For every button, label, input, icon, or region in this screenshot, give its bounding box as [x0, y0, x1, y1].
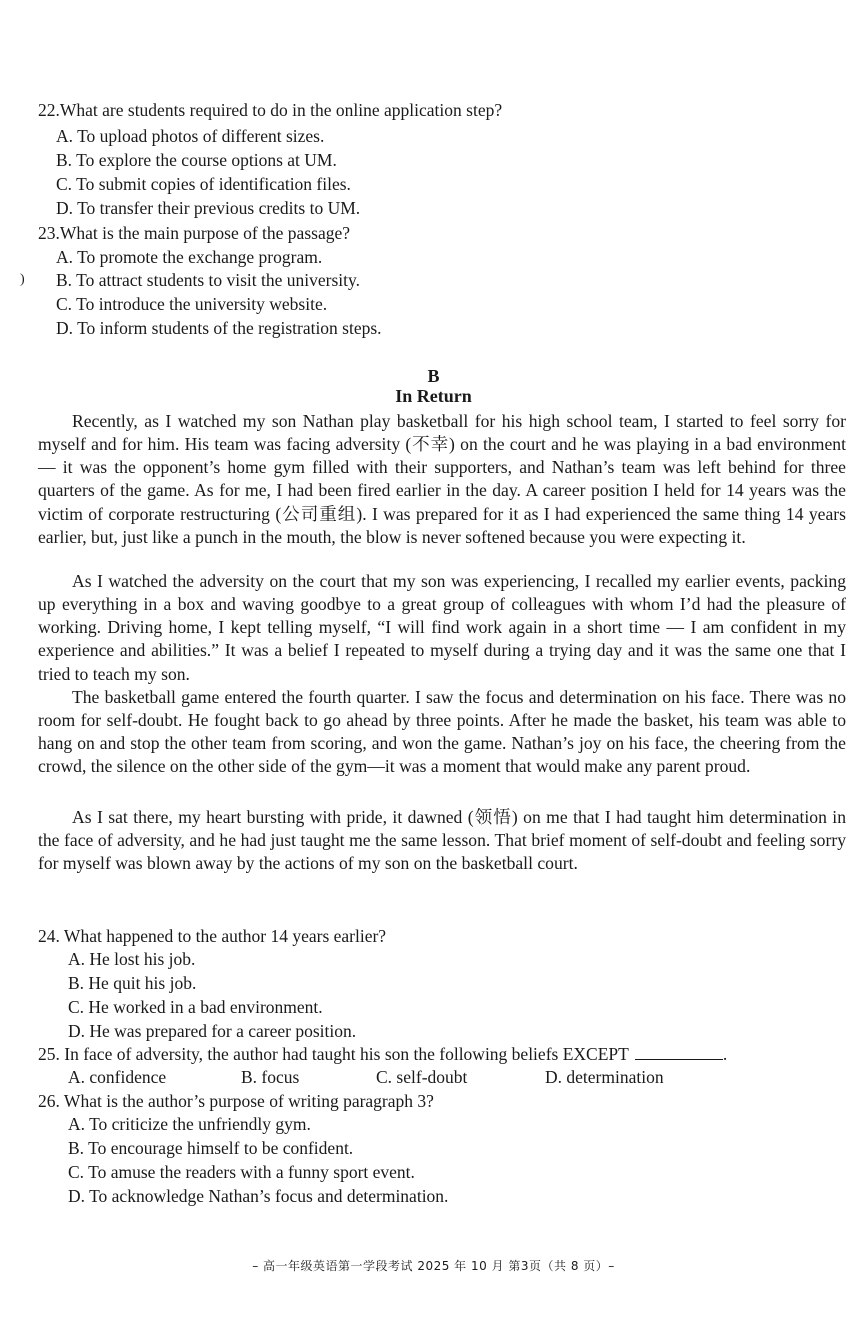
question-23-option-a: A. To promote the exchange program.	[56, 247, 323, 267]
question-26-option-a: A. To criticize the unfriendly gym.	[68, 1114, 311, 1134]
question-22-option-d: D. To transfer their previous credits to UM.	[56, 198, 361, 218]
passage-paragraph-1: Recently, as I watched my son Nathan play basketball for his high school team, I started to feel sorry for myself and for him. His team was facing adversity (不幸) on the court and he was playing in a bad environment — it was the opponent’s home gym filled with their supporters, and Nathan’s team was left behind for three quarters of the game. As for me, I had been fired earlier in the day. A career position I held for 14 years was the victim of corporate restructuring (公司重组). I was prepared for it as I had experienced the same thing 14 years earlier, but, just like a punch in the mouth, the blow is never softened because you were expecting it.	[38, 411, 846, 547]
answer-blank	[635, 1045, 723, 1060]
question-24-option-c: C. He worked in a bad environment.	[68, 997, 323, 1017]
question-23-option-c: C. To introduce the university website.	[56, 294, 328, 314]
question-25-stem	[38, 1043, 727, 1067]
question-22-option-a: A. To upload photos of different sizes.	[56, 126, 325, 146]
question-24-stem: 24. What happened to the author 14 years earlier?	[38, 926, 387, 946]
question-23-stem: 23.What is the main purpose of the passage?	[38, 223, 350, 243]
question-22-option-b: B. To explore the course options at UM.	[56, 150, 337, 170]
margin-mark: )	[20, 272, 25, 287]
question-24-option-a: A. He lost his job.	[68, 949, 196, 969]
passage-title: In Return	[395, 386, 472, 406]
section-letter: B	[427, 366, 440, 386]
question-26-option-b: B. To encourage himself to be confident.	[68, 1138, 354, 1158]
page-footer: – 高一年级英语第一学段考试 2025 年 10 月 第3页（共 8 页）–	[252, 1259, 615, 1273]
question-25-option-c: C. self-doubt	[376, 1067, 468, 1087]
question-22-option-c: C. To submit copies of identification files.	[56, 174, 351, 194]
question-25-option-a: A. confidence	[68, 1067, 167, 1087]
question-26-option-c: C. To amuse the readers with a funny sport event.	[68, 1162, 415, 1182]
question-26-stem: 26. What is the author’s purpose of writing paragraph 3?	[38, 1091, 434, 1111]
question-25-option-b: B. focus	[241, 1067, 300, 1087]
question-25-option-d: D. determination	[545, 1067, 664, 1087]
question-26-option-d: D. To acknowledge Nathan’s focus and determination.	[68, 1186, 449, 1206]
question-23-option-d: D. To inform students of the registration steps.	[56, 318, 382, 338]
question-24-option-d: D. He was prepared for a career position.	[68, 1021, 357, 1041]
passage-paragraph-4: As I sat there, my heart bursting with pride, it dawned (领悟) on me that I had taught him determination in the face of adversity, and he had just taught me the same lesson. That brief moment of self-doubt and feeling sorry for myself was blown away by the actions of my son on the basketball court.	[38, 807, 846, 874]
question-22-stem: 22.What are students required to do in the online application step?	[38, 100, 503, 120]
question-23-option-b: B. To attract students to visit the university.	[56, 270, 361, 290]
question-25-stem-text: 25. In face of adversity, the author had taught his son the following beliefs EXCEPT	[38, 1044, 629, 1064]
question-24-option-b: B. He quit his job.	[68, 973, 197, 993]
passage-paragraph-3: The basketball game entered the fourth quarter. I saw the focus and determination on his face. There was no room for self-doubt. He fought back to go ahead by three points. After he made the basket, his team was able to hang on and stop the other team from scoring, and won the game. Nathan’s joy on his face, the cheering from the crowd, the silence on the other side of the gym—it was a moment that would make any parent proud.	[38, 687, 846, 777]
passage-paragraph-2: As I watched the adversity on the court that my son was experiencing, I recalled my earlier events, packing up everything in a box and waving goodbye to a great group of colleagues with whom I’d had the pleasure of working. Driving home, I kept telling myself, “I will find work again in a short time — I am confident in my experience and abilities.” It was a belief I repeated to myself during a trying day and it was the same one that I tried to teach my son.	[38, 571, 846, 684]
question-25-stem-end: .	[722, 1044, 728, 1064]
